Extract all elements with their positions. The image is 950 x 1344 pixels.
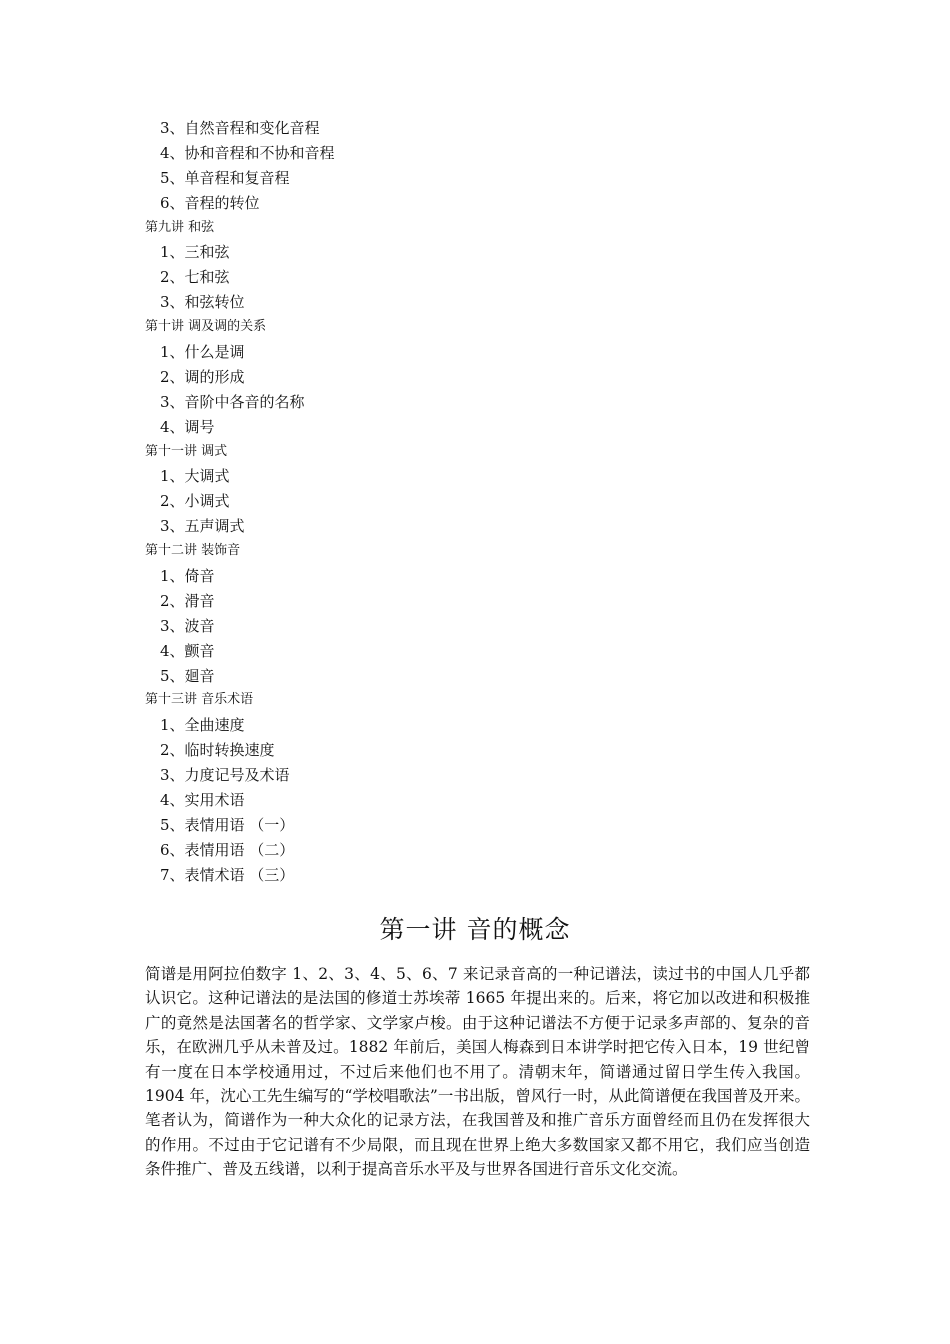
toc-item: 1、大调式 — [160, 467, 230, 486]
toc-item: 3、音阶中各音的名称 — [160, 392, 305, 411]
toc-item: 1、什么是调 — [160, 343, 245, 362]
toc-lecture-title: 第十二讲 装饰音 — [145, 543, 241, 559]
toc-item: 1、倚音 — [160, 567, 215, 586]
toc-item: 6、表情用语 （二） — [160, 840, 295, 859]
toc-item: 2、临时转换速度 — [160, 741, 275, 760]
toc-lecture-title: 第十三讲 音乐术语 — [145, 692, 254, 708]
toc-item: 4、协和音程和不协和音程 — [160, 143, 335, 162]
toc-item: 5、表情用语 （一） — [160, 815, 295, 834]
toc-item: 3、五声调式 — [160, 517, 245, 536]
toc-lecture-title: 第九讲 和弦 — [145, 219, 215, 235]
table-of-contents — [0, 116, 950, 888]
toc-item: 2、滑音 — [160, 591, 215, 610]
toc-lecture-title: 第十讲 调及调的关系 — [145, 319, 267, 335]
body-paragraph: 简谱是用阿拉伯数字 1、2、3、4、5、6、7 来记录音高的一种记谱法，读过书的中国人几乎都认识它。这种记谱法的是法国的修道士苏埃蒂 1665 年提出来的。后来，将它加以改进和积极推广的竟然是法国著名的哲学家、文学家卢梭。由于这种记谱法不方便于记录多声部的、复杂的音乐，在欧洲几乎从未普及过。1882 年前后，美国人梅森到日本讲学时把它传入日本，19 世纪曾有一度在日本学校通用过，不过后来他们也不用了。清朝末年，简谱通过留日学生传入我国。1904 年，沈心工先生编写的“学校唱歌法”一书出版，曾风行一时，从此简谱便在我国普及开来。笔者认为，简谱作为一种大众化的记录方法，在我国普及和推广音乐方面曾经而且仍在发挥很大的作用。不过由于它记谱有不少局限，而且现在世界上绝大多数国家又都不用它，我们应当创造条件推广、普及五线谱，以利于提高音乐水平及与世界各国进行音乐文化交流。 — [145, 965, 810, 1179]
toc-item: 3、和弦转位 — [160, 293, 245, 312]
toc-item: 3、波音 — [160, 616, 215, 635]
toc-item: 3、力度记号及术语 — [160, 766, 290, 785]
section-heading: 第一讲 音的概念 — [379, 915, 571, 944]
toc-item: 4、颤音 — [160, 641, 215, 660]
toc-item: 2、小调式 — [160, 492, 230, 511]
toc-item: 6、音程的转位 — [160, 193, 260, 212]
toc-item: 5、单音程和复音程 — [160, 168, 290, 187]
toc-item: 3、自然音程和变化音程 — [160, 119, 320, 137]
toc-item: 5、廻音 — [160, 666, 215, 685]
toc-item: 4、调号 — [160, 417, 215, 436]
toc-item: 2、调的形成 — [160, 367, 245, 386]
toc-item: 1、三和弦 — [160, 243, 230, 262]
toc-item: 2、七和弦 — [160, 268, 230, 287]
toc-lecture-title: 第十一讲 调式 — [145, 443, 228, 459]
toc-item: 1、全曲速度 — [160, 716, 245, 735]
toc-item: 4、实用术语 — [160, 791, 245, 810]
toc-item: 7、表情术语 （三） — [160, 865, 295, 884]
